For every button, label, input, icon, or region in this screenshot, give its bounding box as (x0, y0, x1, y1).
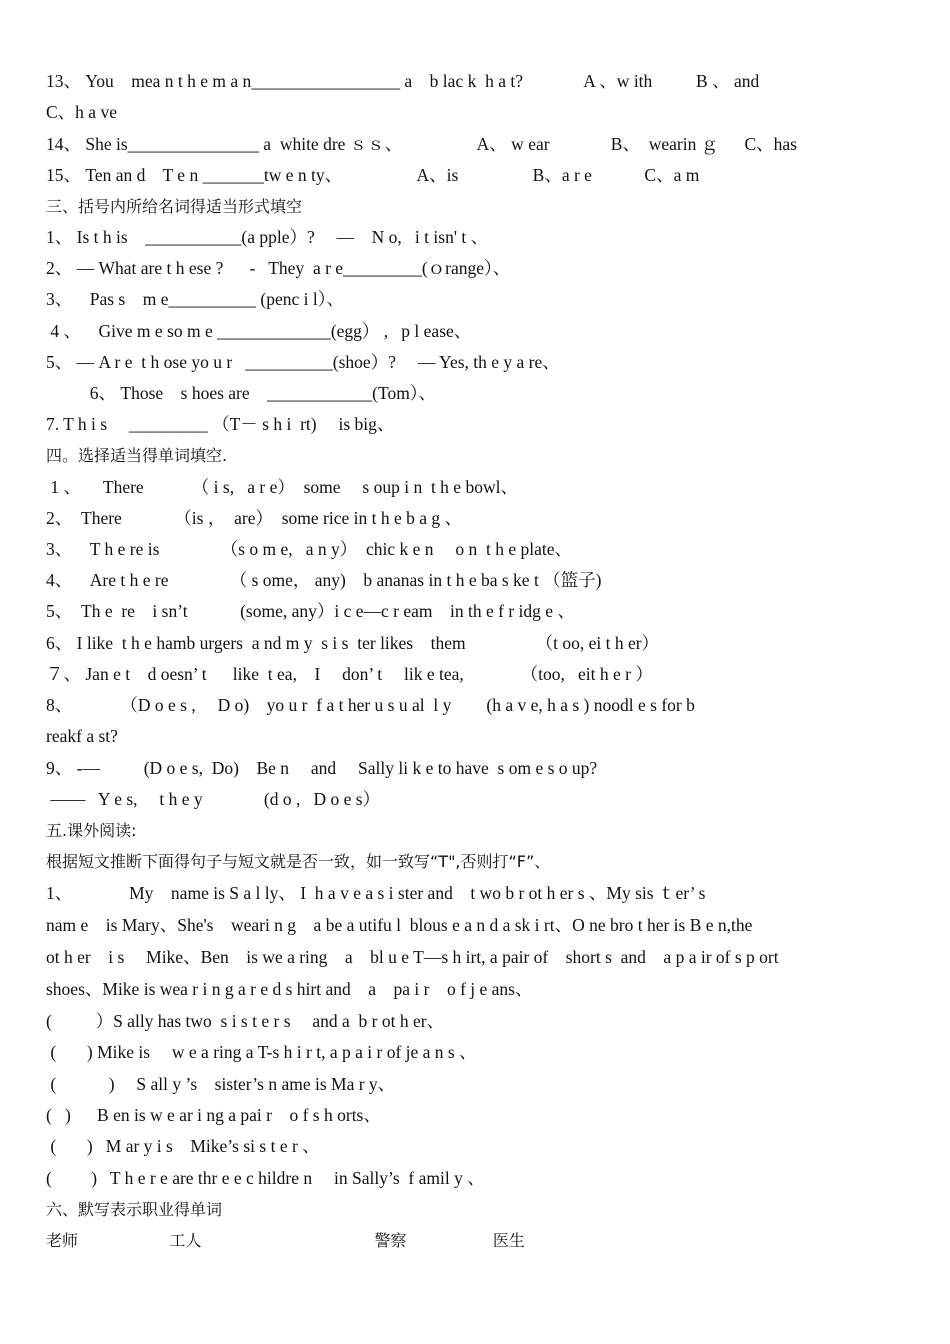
section-3-item-2: 2、 — What are t h ese ? - They a r e_________(ｏrange）、 (46, 258, 511, 278)
section-3-heading: 三、括号内所给名词得适当形式填空 (46, 197, 303, 216)
section-4-item-4: 4、 Are t h e re （ s ome， any) b ananas in t h e ba s ke t （篮子) (46, 570, 602, 590)
question-13-option-c: C、h a ve (46, 102, 117, 122)
section-4-item-8-cont: reakf a st? (46, 726, 118, 746)
question-13: 13、 You mea n t h e m a n_________________ a b lac k h a t? A 、w ith B 、 and (46, 71, 760, 91)
section-4-item-5: 5、 Th e re i sn’t (some, any）i c e—c r eam in th e f r idg e 、 (46, 601, 575, 621)
section-3-item-7: 7. T h i s _________ （T－ s h i rt) is big、 (46, 414, 395, 434)
passage-line-2: nam e is Mary、She's weari n g a be a utifu l blous e a n d a sk i rt、O ne bro t her is B e n,the (46, 915, 753, 935)
occupation-words: 老师 工人 警察 医生 (46, 1231, 525, 1250)
section-4-item-6: 6、 I like t h e hamb urgers a nd m y s i s ter likes them （t oo, ei t h er） (46, 633, 660, 653)
judgment-item-3: ( ) S all y ’s sister’s n ame is Ma r y、 (46, 1074, 396, 1094)
section-4-item-9-answer: —— Y e s, t h e y (d o , D o e s） (46, 789, 381, 809)
section-3-item-1: 1、 Is t h is ___________(a pple）? — N o, i t isn' t 、 (46, 227, 489, 247)
section-4-item-1: 1 、 There （ i s, a r e） some s oup i n t h e bowl、 (46, 477, 518, 497)
section-5-heading: 五.课外阅读: (46, 821, 137, 840)
section-3-item-3: 3、 Pas s m e__________ (penc i l）、 (46, 289, 344, 309)
question-14: 14、 She is_______________ a white dre ｓｓ、 A、 w ear B、 wearin ｇ C、has (46, 134, 797, 154)
section-4-heading: 四。选择适当得单词填空. (46, 446, 228, 465)
section-3-item-4: 4 、 Give m e so m e _____________(egg） , p l ease、 (46, 321, 472, 341)
section-5-instructions: 根据短文推断下面得句子与短文就是否一致，如一致写“T",否则打“F”、 (46, 852, 551, 871)
section-3-item-6: 6、 Those s hoes are ____________(Tom）、 (46, 383, 437, 403)
judgment-item-5: ( ) M ar y i s Mike’s si s t e r 、 (46, 1136, 320, 1156)
passage-line-1: 1、 My name is S a l ly、 I h a v e a s i ster and t wo b r ot h er s 、My sis ｔer’ s (46, 883, 706, 903)
section-4-item-2: 2、 There （is ， are） some rice in t h e b a g 、 (46, 508, 463, 528)
section-4-item-3: 3、 T h e re is （s o m e, a n y） chic k e n o n t h e plate、 (46, 539, 573, 559)
passage-line-4: shoes、Mike is wea r i n g a r e d s hirt and a pa i r o f j e ans、 (46, 979, 533, 999)
passage-line-3: ot h er i s Mike、Ben is we a ring a bl u e T—s h irt, a pair of short s and a p a ir of s p ort (46, 947, 779, 967)
section-4-item-9: 9、 -— (D o e s, Do) Be n and Sally li k e to have s om e s o up? (46, 758, 598, 778)
judgment-item-1: ( ）S ally has two s i s t e r s and a b r ot h er、 (46, 1011, 445, 1031)
section-6-heading: 六、默写表示职业得单词 (46, 1200, 223, 1219)
judgment-item-2: ( ) Mike is w e a ring a T-s h i r t, a p a i r of je a n s 、 (46, 1042, 477, 1062)
section-3-item-5: 5、 — A r e t h ose yo u r __________(shoe）? — Yes, th e y a re、 (46, 352, 560, 372)
judgment-item-6: ( ) T h e r e are thr e e c hildre n in Sally’s f amil y 、 (46, 1168, 485, 1188)
question-15: 15、 Ten an d T e n _______tw e n ty、 A、is B、a r e C、a m (46, 165, 700, 185)
section-4-item-8: 8、 （D o e s , D o) yo u r f a t her u s u al l y (h a v e, h a s ) noodl e s for b (46, 695, 695, 715)
judgment-item-4: ( ) B en is w e ar i ng a pai r o f s h orts、 (46, 1105, 381, 1125)
section-4-item-7: ７、 Jan e t d oesn’ t like t ea, I don’ t lik e tea, （too, eit h e r ） (46, 664, 653, 684)
